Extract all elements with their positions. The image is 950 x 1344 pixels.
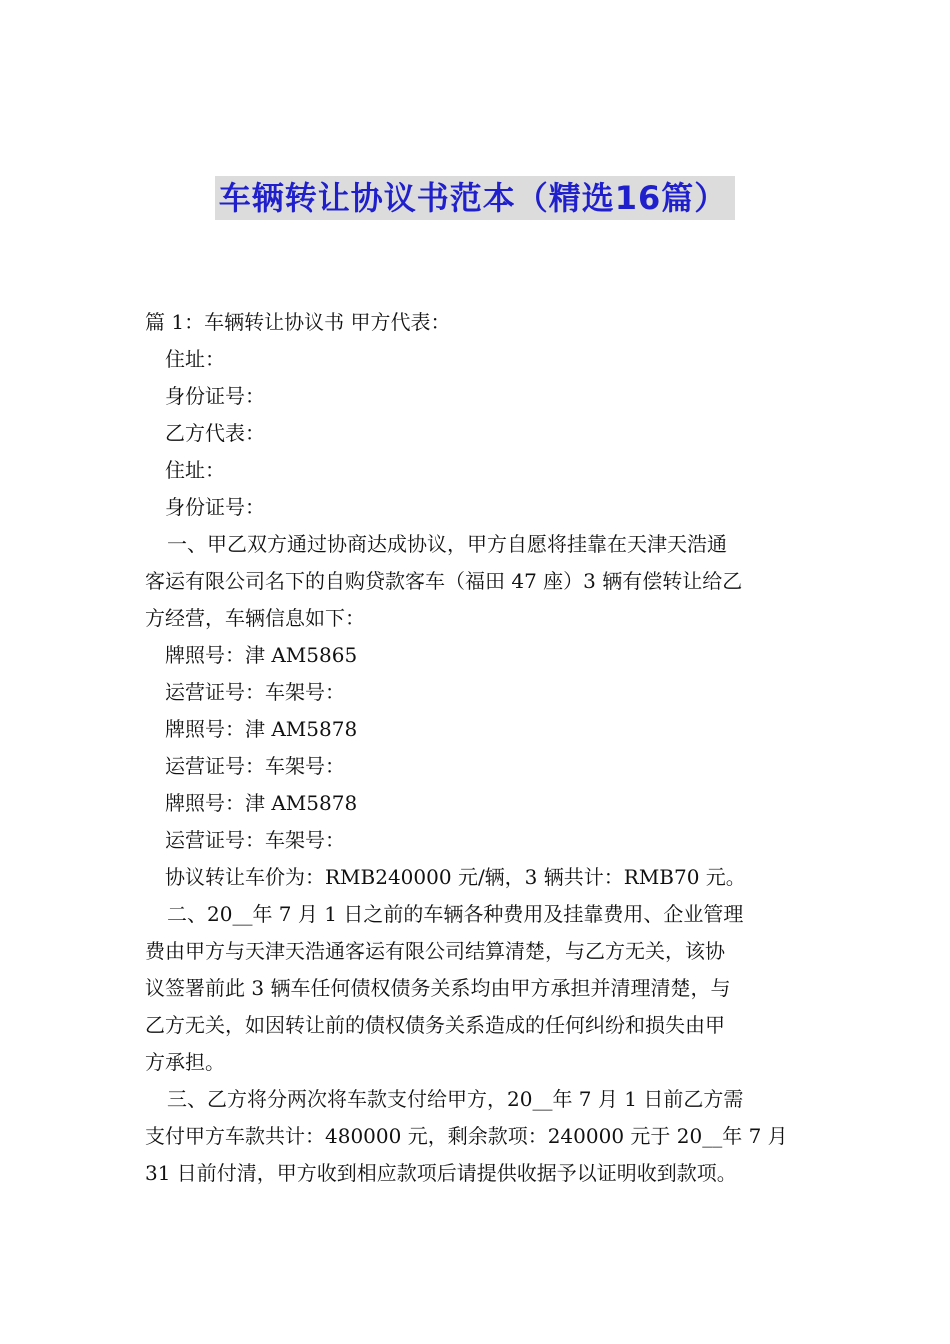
vehicle-permit-1: 运营证号：车架号： <box>165 680 345 704</box>
clause-3-line: 支付甲方车款共计：480000 元，剩余款项：240000 元于 20__年 7 月 <box>145 1124 788 1148</box>
clause-2-line: 乙方无关，如因转让前的债权债务关系造成的任何纠纷和损失由甲 <box>145 1013 725 1037</box>
vehicle-permit-3: 运营证号：车架号： <box>165 828 345 852</box>
vehicle-plate-2: 牌照号：津 AM5878 <box>165 717 358 741</box>
clause-2-line: 方承担。 <box>145 1050 225 1074</box>
clause-3-line: 三、乙方将分两次将车款支付给甲方，20__年 7 月 1 日前乙方需 <box>167 1087 744 1111</box>
clause-1-line: 一、甲乙双方通过协商达成协议，甲方自愿将挂靠在天津天浩通 <box>167 532 727 556</box>
field-address-b: 住址： <box>165 458 225 482</box>
title-container <box>0 176 950 220</box>
clause-3-line: 31 日前付清，甲方收到相应款项后请提供收据予以证明收到款项。 <box>145 1161 737 1185</box>
clause-3 <box>145 1081 810 1192</box>
clause-1-line: 方经营，车辆信息如下： <box>145 606 365 630</box>
transfer-price-line: 协议转让车价为：RMB240000 元/辆，3 辆共计：RMB70 元。 <box>165 865 746 889</box>
clause-1 <box>145 526 810 637</box>
clause-2 <box>145 896 810 1081</box>
clause-2-line: 议签署前此 3 辆车任何债权债务关系均由甲方承担并清理清楚，与 <box>145 976 731 1000</box>
field-address-a: 住址： <box>165 347 225 371</box>
section-header-line: 篇 1：车辆转让协议书 甲方代表： <box>145 310 451 334</box>
clause-2-line: 费由甲方与天津天浩通客运有限公司结算清楚，与乙方无关，该协 <box>145 939 725 963</box>
field-id-a: 身份证号： <box>165 384 265 408</box>
document-body <box>145 304 810 1192</box>
field-party-b: 乙方代表： <box>165 421 265 445</box>
field-id-b: 身份证号： <box>165 495 265 519</box>
clause-1-line: 客运有限公司名下的自购贷款客车（福田 47 座）3 辆有偿转让给乙 <box>145 569 743 593</box>
clause-2-line: 二、20__年 7 月 1 日之前的车辆各种费用及挂靠费用、企业管理 <box>167 902 744 926</box>
vehicle-plate-3: 牌照号：津 AM5878 <box>165 791 358 815</box>
vehicle-plate-1: 牌照号：津 AM5865 <box>165 643 358 667</box>
document-title: 车辆转让协议书范本（精选16篇） <box>215 176 736 220</box>
vehicle-permit-2: 运营证号：车架号： <box>165 754 345 778</box>
